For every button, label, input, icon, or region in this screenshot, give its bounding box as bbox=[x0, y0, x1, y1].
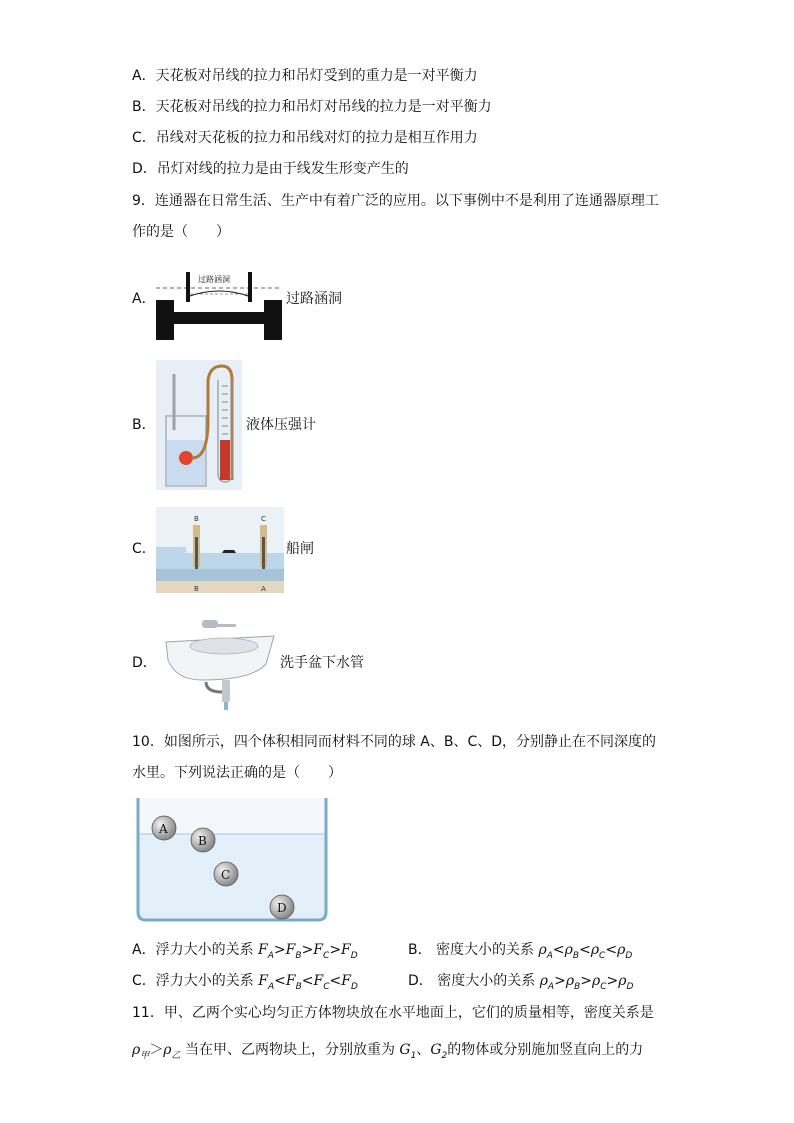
svg-text:B: B bbox=[198, 834, 207, 848]
q9-option-c-caption: 船闸 bbox=[286, 541, 314, 557]
q9-option-c-label: C． bbox=[132, 541, 156, 557]
q9-stem-line1: 9．连通器在日常生活、生产中有着广泛的应用。以下事例中不是利用了连通器原理工 bbox=[132, 193, 659, 209]
ball-a bbox=[152, 816, 176, 840]
q10-stem-line2: 水里。下列说法正确的是（ ） bbox=[132, 765, 342, 781]
q9-option-d-caption: 洗手盆下水管 bbox=[280, 655, 364, 671]
q8-option-b: B．天花板对吊线的拉力和吊灯对吊线的拉力是一对平衡力 bbox=[132, 99, 492, 115]
culvert-figure bbox=[156, 272, 282, 340]
q9-option-b-label: B． bbox=[132, 417, 156, 433]
svg-text:D: D bbox=[277, 901, 287, 915]
pressure-gauge-figure bbox=[156, 360, 242, 490]
svg-text:C: C bbox=[261, 515, 266, 523]
svg-text:B: B bbox=[194, 585, 199, 593]
q10-option-d: D． 密度大小的关系 $\rho_A>\rho_B>\rho_C>\rho_D$ bbox=[408, 973, 634, 992]
q9-option-a-label: A． bbox=[132, 291, 156, 307]
balls-in-water-figure bbox=[134, 798, 330, 926]
q10-option-a: A．浮力大小的关系 $F_A>F_B>F_C>F_D$ bbox=[132, 942, 358, 961]
svg-text:A: A bbox=[159, 822, 168, 836]
q11-stem-line2: $\rho_甲>\rho_乙$ 当在甲、乙两物块上，分别放重为 $G_1$、$G_2$的物体或分别施加竖直向上的力 bbox=[132, 1042, 644, 1061]
sink-figure bbox=[162, 614, 278, 712]
ball-d bbox=[270, 895, 294, 919]
q10-option-c: C．浮力大小的关系 $F_A<F_B<F_C<F_D$ bbox=[132, 973, 358, 992]
q9-option-d-label: D． bbox=[132, 655, 157, 671]
q9-stem-line2: 作的是（ ） bbox=[132, 224, 230, 240]
q8-option-d: D．吊灯对线的拉力是由于线发生形变产生的 bbox=[132, 161, 409, 177]
ball-c bbox=[214, 862, 238, 886]
q10-stem-line1: 10．如图所示，四个体积相同而材料不同的球 A、B、C、D，分别静止在不同深度的 bbox=[132, 734, 656, 750]
svg-text:B: B bbox=[194, 515, 199, 523]
svg-text:A: A bbox=[261, 585, 266, 593]
ball-b bbox=[191, 828, 215, 852]
q8-option-c: C．吊线对天花板的拉力和吊线对灯的拉力是相互作用力 bbox=[132, 130, 478, 146]
q9-option-a-caption: 过路涵洞 bbox=[286, 291, 342, 307]
q11-stem-line1: 11．甲、乙两个实心均匀正方体物块放在水平地面上，它们的质量相等，密度关系是 bbox=[132, 1005, 654, 1021]
ship-lock-figure bbox=[156, 507, 284, 593]
q10-option-b: B． 密度大小的关系 $\rho_A<\rho_B<\rho_C<\rho_D$ bbox=[408, 942, 633, 961]
culvert-figure-text: 过路涵洞 bbox=[198, 275, 230, 284]
q8-option-a: A．天花板对吊线的拉力和吊灯受到的重力是一对平衡力 bbox=[132, 68, 478, 84]
svg-text:C: C bbox=[221, 868, 231, 882]
q9-option-b-caption: 液体压强计 bbox=[246, 417, 316, 433]
